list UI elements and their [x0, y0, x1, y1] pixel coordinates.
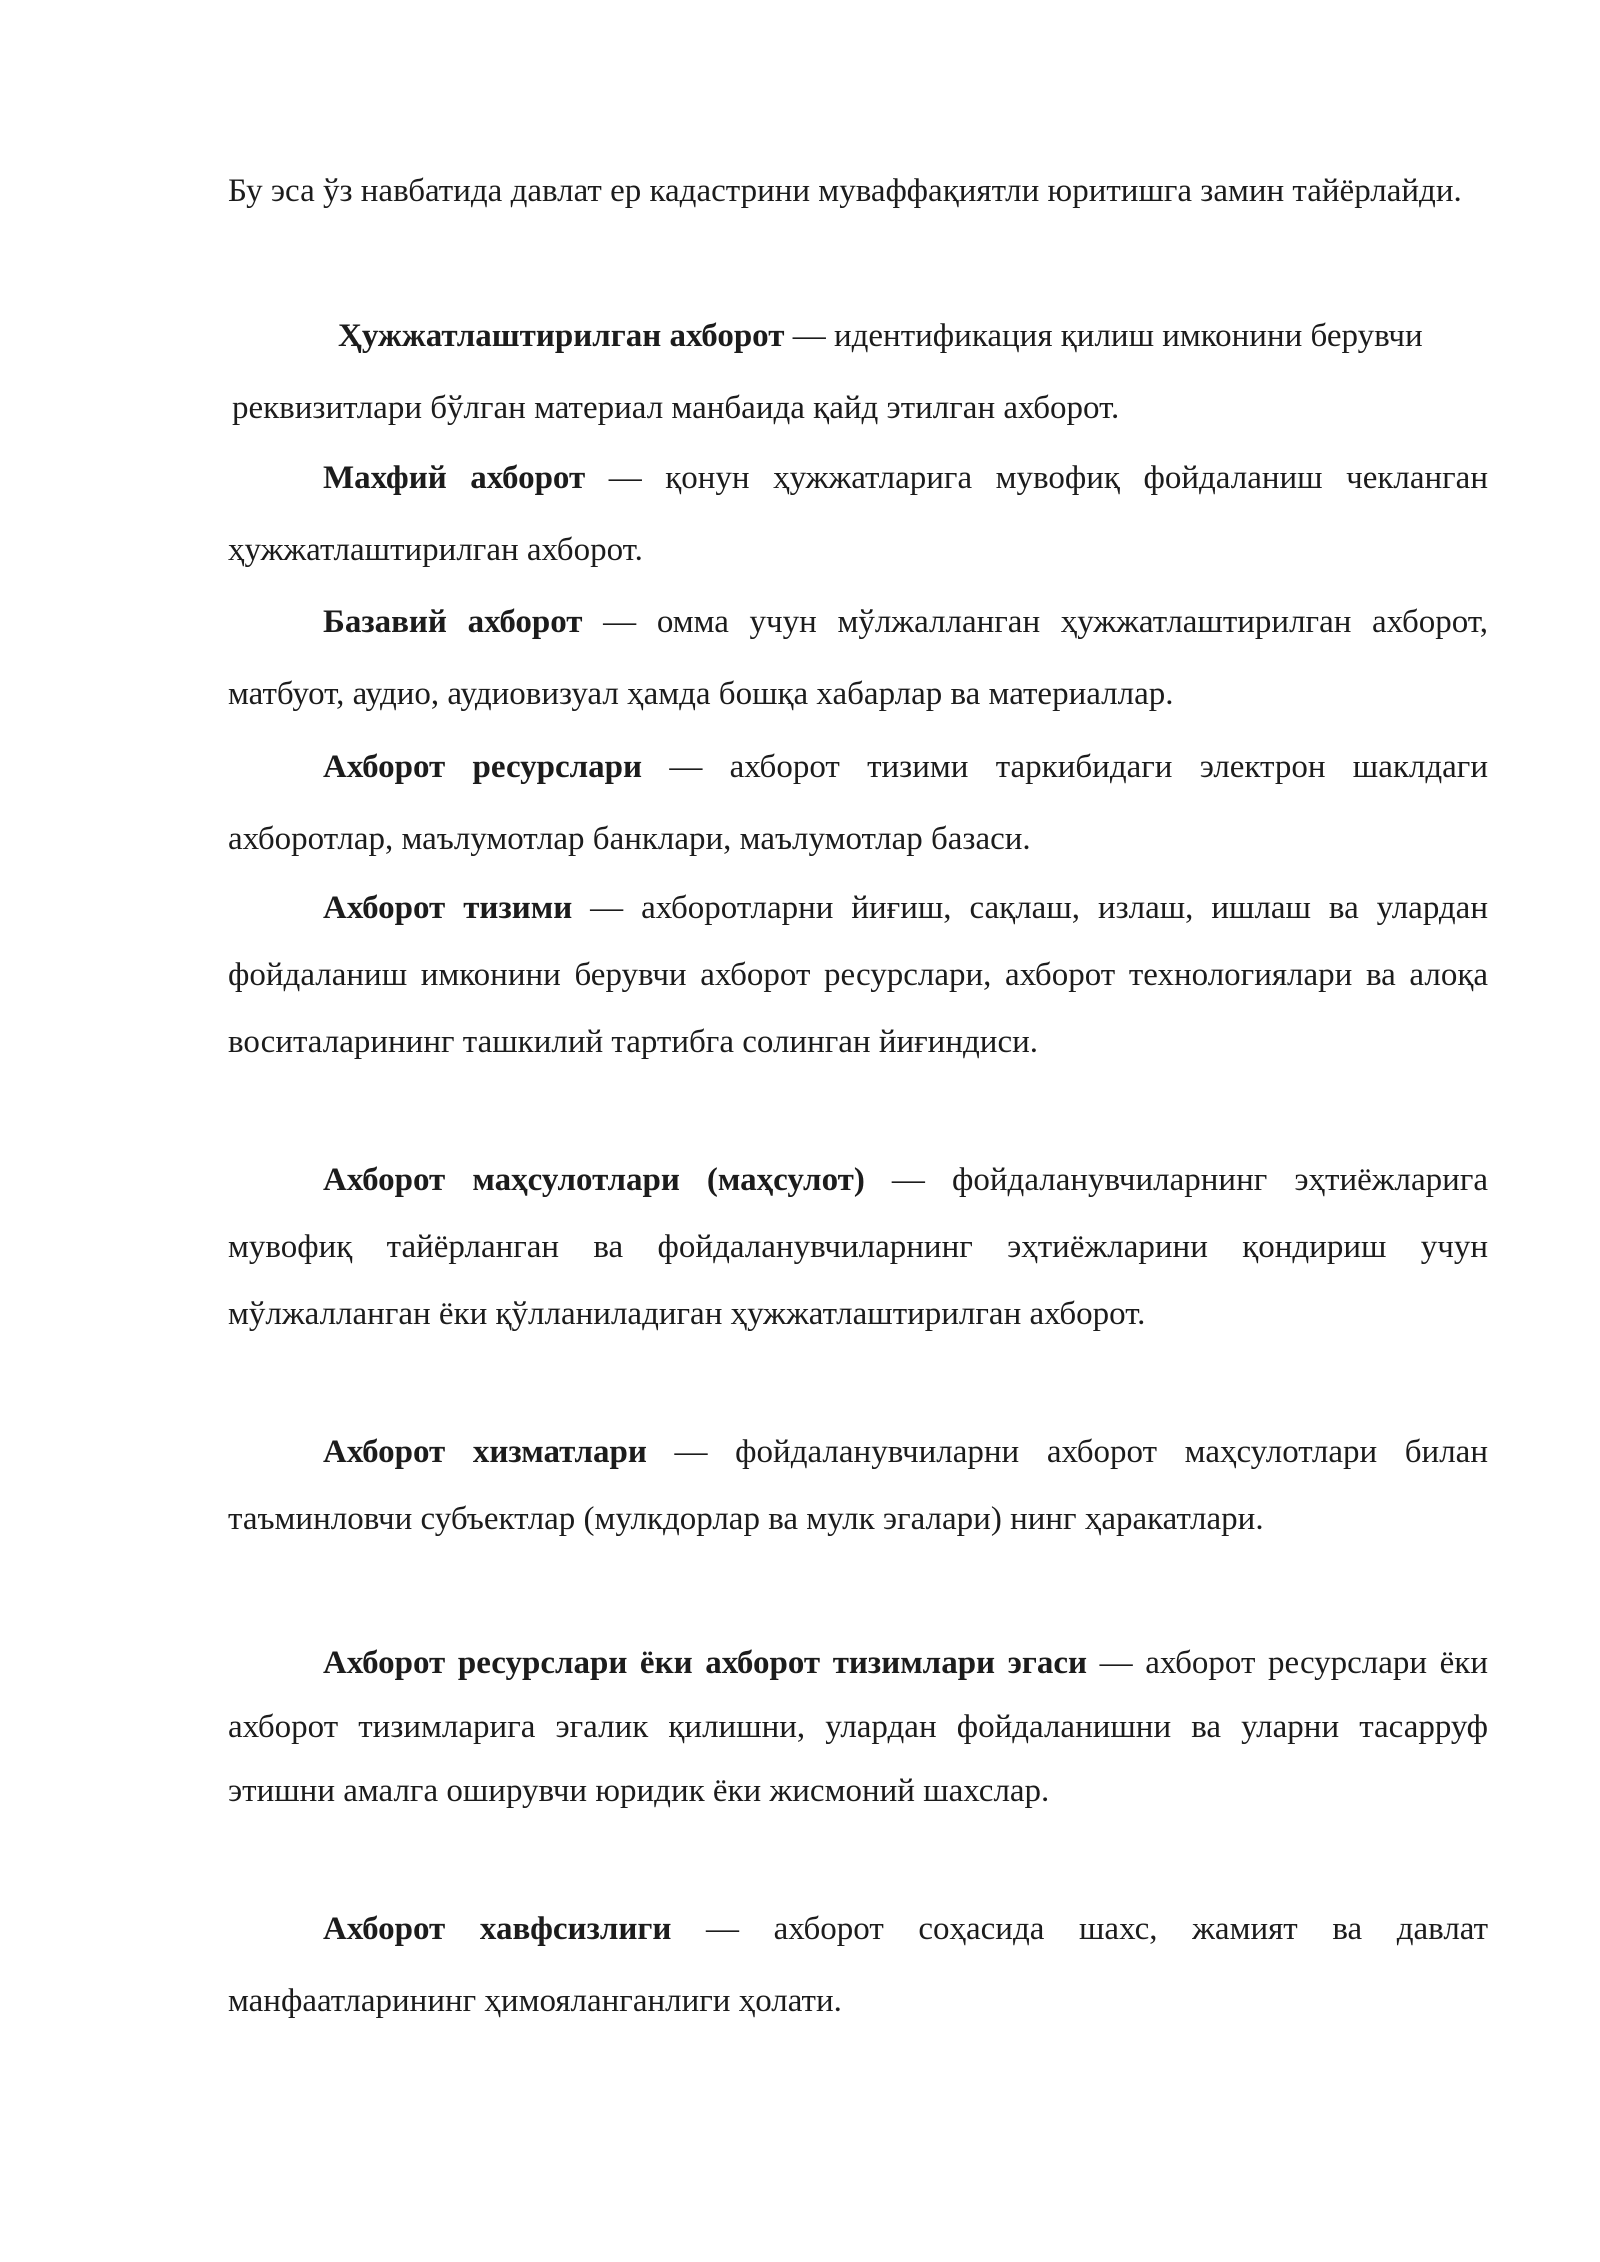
definition-text: — ахборот ресурслари ёки ахборот тизимларига эгалик қилишни, улардан фойдаланишни ва уларни тасарруф этишни амалга оширувчи юридик ёки жисмоний шахслар.	[228, 1645, 1489, 1809]
intro-text: Бу эса ўз навбатида давлат ер кадастрини муваффақиятли юритишга замин тайёрлайди.	[228, 173, 1462, 209]
definition-text: — омма учун мўлжалланган ҳужжатлаштирилган ахборот, матбуот, аудио, аудиовизуал ҳамда бошқа хабарлар ва материаллар.	[228, 604, 1488, 712]
definition-term: Ахборот маҳсулотлари (маҳсулот)	[323, 1162, 865, 1198]
definition-paragraph	[228, 442, 1488, 586]
definition-paragraph	[228, 586, 1488, 730]
definition-paragraph	[228, 1893, 1488, 2037]
definition-text: — идентификация қилиш имконини берувчи реквизитлари бўлган материал манбаида қайд этилган ахборот.	[232, 318, 1423, 426]
definition-term: Ахборот ресурслари	[323, 749, 643, 785]
definition-term: Махфий ахборот	[323, 460, 586, 496]
definition-paragraph	[228, 1631, 1488, 1823]
definition-text: — ахборот тизими таркибидаги электрон шаклдаги ахборотлар, маълумотлар банклари, маълумотлар базаси.	[228, 749, 1488, 857]
definition-text: — ахборотларни йиғиш, сақлаш, излаш, ишлаш ва улардан фойдаланиш имконини берувчи ахборот ресурслари, ахборот технологиялари ва алоқа воситаларининг ташкилий тартибга солинган йиғиндиси.	[228, 890, 1488, 1060]
definition-term: Ахборот хавфсизлиги	[323, 1911, 672, 1947]
definition-paragraph	[228, 731, 1488, 875]
definition-term: Базавий ахборот	[323, 604, 583, 640]
definition-term: Ахборот тизими	[323, 890, 573, 926]
definition-paragraph	[232, 300, 1457, 444]
definition-paragraph	[228, 875, 1488, 1076]
definition-term: Ахборот ресурслари ёки ахборот тизимлари эгаси	[323, 1645, 1088, 1681]
definition-text: — фойдаланувчиларнинг эҳтиёжларига мувофиқ тайёрланган ва фойдаланувчиларнинг эҳтиёжларини қондириш учун мўлжалланган ёки қўлланиладиган ҳужжатлаштирилган ахборот.	[228, 1162, 1489, 1332]
definition-text: — фойдаланувчиларни ахборот маҳсулотлари билан таъминловчи субъектлар (мулкдорлар ва мулк эгалари) нинг ҳаракатлари.	[228, 1434, 1488, 1537]
definition-text: — қонун ҳужжатларига мувофиқ фойдаланиш чекланган ҳужжатлаштирилган ахборот.	[228, 460, 1488, 568]
definition-paragraph	[228, 1419, 1488, 1553]
intro-paragraph	[228, 155, 1488, 227]
definition-term: Ҳужжатлаштирилган ахборот	[338, 318, 785, 354]
definition-paragraph	[228, 1147, 1488, 1348]
definition-term: Ахборот хизматлари	[323, 1434, 647, 1470]
definition-text: — ахборот соҳасида шахс, жамият ва давлат манфаатларининг ҳимояланганлиги ҳолати.	[228, 1911, 1488, 2019]
